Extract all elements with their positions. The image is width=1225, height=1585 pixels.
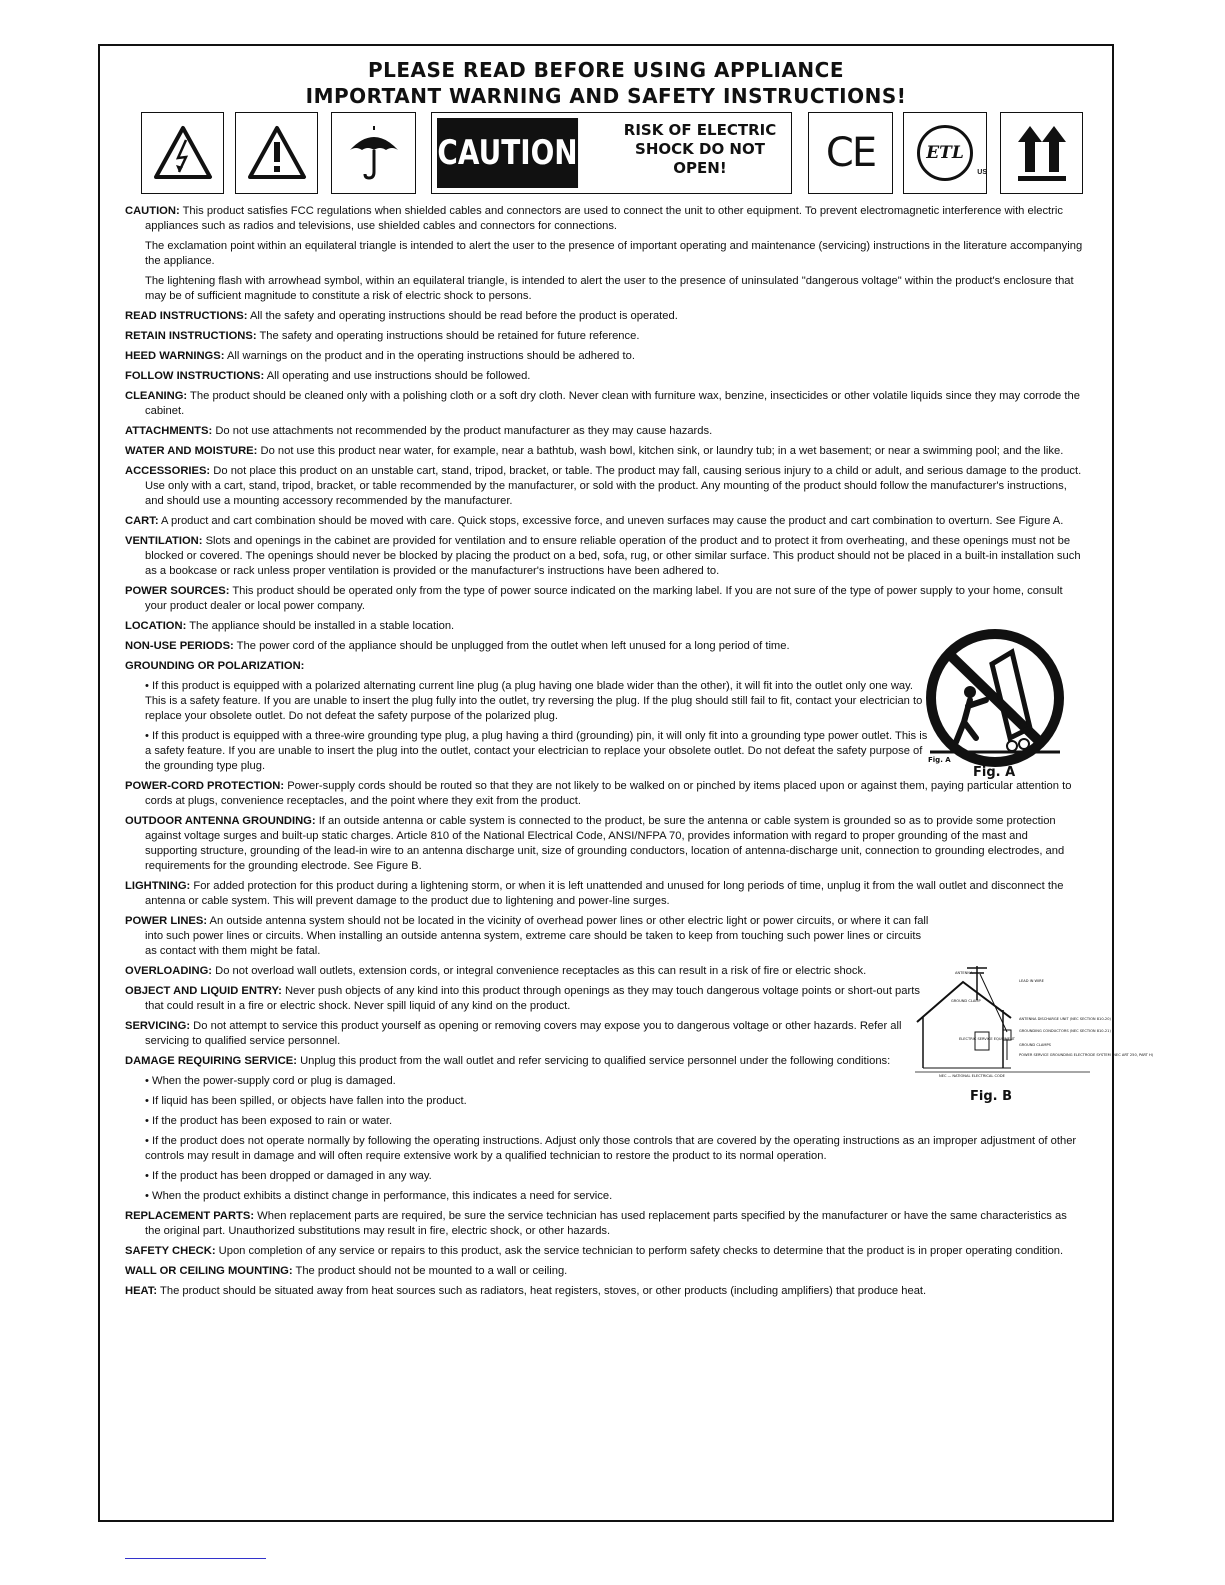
section-label: POWER-CORD PROTECTION: [125, 780, 285, 792]
section-follow-instructions [125, 369, 1083, 384]
antenna-grounding-diagram [915, 960, 1154, 1078]
this-way-up-icon [1000, 112, 1083, 194]
section-label: REPLACEMENT PARTS: [125, 1210, 255, 1222]
section-water-moisture [125, 444, 1083, 459]
fig-a-small-caption: Fig. A [928, 756, 951, 764]
fig-b-electric-equipment-label: ELECTRIC SERVICE EQUIPMENT [959, 1037, 1015, 1041]
risk-of-electric-shock-text [609, 113, 791, 193]
etl-text: ETL [926, 143, 964, 163]
section-label: POWER SOURCES: [125, 585, 230, 597]
section-heed-warnings [125, 349, 1083, 364]
section-lightning [125, 879, 1083, 909]
section-grounding [125, 659, 930, 674]
section-text: Do not place this product on an unstable cart, stand, tripod, bracket, or table. The product may fall, causing serious injury to a child or adult, and serious damage to the product. Use only with a cart, stand, tripod, bracket, or table recommended by the manufacturer, or sold with the product. Any mounting of the product should follow the manufacturer's instructions, and should use a mounting accessory recommended by the manufacturer. [145, 465, 1082, 507]
section-replacement-parts [125, 1209, 1083, 1239]
section-power-lines [125, 914, 930, 959]
lightening-explanation: The lightening flash with arrowhead symbol, within an equilateral triangle, is intended to alert the user to the presence of uninsulated "dangerous voltage" within the product's enclosure that may be of sufficient magnitude to constitute a risk of electric shock to persons. [145, 275, 1074, 302]
section-text: When replacement parts are required, be sure the service technician has used replacement parts specified by the manufacturer or have the same characteristics as the original part. Unauthorized substitutions may result in fire, electric shock, or other hazards. [145, 1210, 1067, 1237]
section-label: RETAIN INSTRUCTIONS: [125, 330, 257, 342]
fig-b-lead-in-label: LEAD IN WIRE [1019, 979, 1044, 983]
section-outdoor-antenna-grounding [125, 814, 1083, 874]
section-ventilation [125, 534, 1083, 579]
section-overloading [125, 964, 930, 979]
fig-a-caption: Fig. A [973, 765, 1016, 780]
section-text: The product should not be mounted to a wall or ceiling. [292, 1265, 568, 1277]
fig-b-power-service-label: POWER SERVICE GROUNDING ELECTRODE SYSTEM (NEC ART 250, PART H) [1019, 1053, 1154, 1057]
risk-line2: SHOCK DO NOT [635, 140, 765, 158]
damage-bullet-liquid: • If liquid has been spilled, or objects have fallen into the product. [145, 1095, 467, 1107]
section-text: An outside antenna system should not be located in the vicinity of overhead power lines or other electric light or power circuits, or where it can fall into such power lines or circuits. When installing an outside antenna system, extreme care should be taken to keep from touching such power lines or circuits as contact with them might be fatal. [145, 915, 929, 957]
section-text: The product should be cleaned only with a polishing cloth or a soft dry cloth. Never clean with furniture wax, benzine, insecticides or other volatile liquids since they may corrode the cabinet. [145, 390, 1080, 417]
damage-bullet-dropped: • If the product has been dropped or damaged in any way. [145, 1170, 432, 1182]
section-text: Never push objects of any kind into this product through openings as they may touch dangerous voltage points or short-out parts that could result in a fire or electric shock. Never spill liquid of any kind on the product. [145, 985, 920, 1012]
exclamation-explanation: The exclamation point within an equilateral triangle is intended to alert the user to the presence of important operating and maintenance (servicing) instructions in the literature accompanying the appliance. [145, 240, 1083, 267]
fig-b-ground-clamp-label: GROUND CLAMP [951, 999, 981, 1003]
fig-b-nec-label: NEC — NATIONAL ELECTRICAL CODE [939, 1074, 1005, 1078]
page-title-line1: PLEASE READ BEFORE USING APPLIANCE [367, 58, 844, 82]
section-label: OVERLOADING: [125, 965, 213, 977]
section-label: SAFETY CHECK: [125, 1245, 216, 1257]
ce-mark-text: CE [825, 130, 876, 176]
section-power-sources [125, 584, 1083, 614]
section-text: All warnings on the product and in the operating instructions should be adhered to. [224, 350, 635, 362]
section-text: Slots and openings in the cabinet are provided for ventilation and to ensure reliable operation of the product and to protect it from overheating, and these openings must not be blocked or covered. The openings should never be blocked by placing the product on a bed, sofa, rug, or other similar surface. This product should not be placed in a built-in installation such as a bookcase or rack unless proper ventilation is provided or the manufacturer's instructions have been adhered to. [145, 535, 1081, 577]
section-text: Do not use this product near water, for example, near a bathtub, wash bowl, kitchen sink, or laundry tub; in a wet basement; or near a swimming pool; and the like. [257, 445, 1064, 457]
section-label: OUTDOOR ANTENNA GROUNDING: [125, 815, 316, 827]
section-text: If an outside antenna or cable system is connected to the product, be sure the antenna or cable system is grounded so as to provide some protection against voltage surges and built-up static charges. Article 810 of the National Electrical Code, ANSI/NFPA 70, provides information with regard to proper grounding of the mast and supporting structure, grounding of the lead-in wire to an antenna discharge unit, size of grounding conductors, location of antenna-discharge unit, connection to grounding electrodes, and requirements for the grounding electrode. See Figure B. [145, 815, 1065, 872]
section-label: NON-USE PERIODS: [125, 640, 234, 652]
section-text: Do not use attachments not recommended by the product manufacturer as they may cause hazards. [212, 425, 713, 437]
page-title-line2: IMPORTANT WARNING AND SAFETY INSTRUCTIONS! [305, 84, 907, 108]
section-label: VENTILATION: [125, 535, 203, 547]
etl-us-text: US [977, 169, 987, 176]
section-label: ATTACHMENTS: [125, 425, 213, 437]
section-label: READ INSTRUCTIONS: [125, 310, 248, 322]
section-text: Upon completion of any service or repairs to this product, ask the service technician to perform safety checks to determine that the product is in proper operating condition. [215, 1245, 1064, 1257]
section-text: Do not attempt to service this product yourself as opening or removing covers may expose you to dangerous voltage or other hazards. Refer all servicing to qualified service personnel. [145, 1020, 902, 1047]
section-label: HEED WARNINGS: [125, 350, 225, 362]
section-text: Do not overload wall outlets, extension cords, or integral convenience receptacles as this can result in a risk of fire or electric shock. [212, 965, 867, 977]
section-text: Power-supply cords should be routed so that they are not likely to be walked on or pinched by items placed upon or against them, paying particular attention to cords at plugs, convenience receptacles, and the point where they exit from the product. [145, 780, 1072, 807]
section-wall-ceiling-mounting [125, 1264, 1083, 1279]
section-object-liquid-entry [125, 984, 930, 1014]
damage-bullet-rain: • If the product has been exposed to rain or water. [145, 1115, 393, 1127]
damage-bullet-performance: • When the product exhibits a distinct change in performance, this indicates a need for service. [145, 1190, 613, 1202]
section-label: LIGHTNING: [125, 880, 191, 892]
section-label: HEAT: [125, 1285, 158, 1297]
section-power-cord-protection [125, 779, 1083, 809]
grounding-bullet-three-wire: • If this product is equipped with a three-wire grounding type plug, a plug having a third (grounding) pin, it will only fit into a grounding type power outlet. This is a safety feature. If you are unable to insert the plug into the outlet, contact your electrician to replace your obsolete outlet. Do not defeat the safety purpose of the grounding type plug. [145, 730, 928, 772]
risk-line1: RISK OF ELECTRIC [623, 121, 777, 139]
section-label: DAMAGE REQUIRING SERVICE: [125, 1055, 297, 1067]
risk-line3: OPEN! [673, 159, 727, 177]
keep-dry-umbrella-icon [331, 112, 416, 194]
section-label: POWER LINES: [125, 915, 208, 927]
damage-bullet-abnormal-operation: • If the product does not operate normally by following the operating instructions. Adjust only those controls that are covered by the operating instructions as an improper adjustment of other controls may result in damage and will often require extensive work by a qualified technician to restore the product to its normal operation. [145, 1135, 1077, 1162]
section-text: All the safety and operating instructions should be read before the product is operated. [247, 310, 678, 322]
caution-banner [431, 112, 792, 194]
section-attachments [125, 424, 1083, 439]
section-cleaning [125, 389, 1083, 419]
fig-b-antenna-label: ANTENNA [955, 971, 973, 975]
etl-listed-icon [903, 112, 987, 194]
section-text: Unplug this product from the wall outlet and refer servicing to qualified service personnel under the following conditions: [296, 1055, 891, 1067]
fig-b-caption: Fig. B [970, 1089, 1013, 1104]
section-text: For added protection for this product during a lightening storm, or when it is left unattended and unused for long periods of time, unplug it from the wall outlet and disconnect the antenna or cable system. This will prevent damage to the product due to lightening and power-line surges. [145, 880, 1064, 907]
section-location [125, 619, 930, 634]
section-safety-check [125, 1244, 1083, 1259]
grounding-bullet-polarized: • If this product is equipped with a polarized alternating current line plug (a plug having one blade wider than the other), it will fit into the outlet only one way. This is a safety feature. If you are unable to insert the plug fully into the outlet, try reversing the plug. If the plug should still fail to fit, contact your electrician to replace your obsolete outlet. Do not defeat the safety purpose of the polarized plug. [145, 680, 923, 722]
section-text: A product and cart combination should be moved with care. Quick stops, excessive force, and uneven surfaces may cause the product and cart combination to overturn. See Figure A. [158, 515, 1064, 527]
lightning-triangle-icon [141, 112, 224, 194]
section-accessories [125, 464, 1083, 509]
section-label: GROUNDING OR POLARIZATION: [125, 660, 305, 672]
section-caution [125, 204, 1083, 234]
section-non-use-periods [125, 639, 930, 654]
section-text: The appliance should be installed in a stable location. [186, 620, 455, 632]
caution-label: CAUTION [437, 118, 578, 188]
section-label: CAUTION: [125, 205, 180, 217]
section-read-instructions [125, 309, 1083, 324]
section-label: FOLLOW INSTRUCTIONS: [125, 370, 265, 382]
ce-mark-icon [808, 112, 893, 194]
section-text: This product should be operated only from the type of power source indicated on the marking label. If you are not sure of the type of power supply to your home, consult your product dealer or local power company. [145, 585, 1063, 612]
section-text: This product satisfies FCC regulations when shielded cables and connectors are used to connect the unit to other equipment. To prevent electromagnetic interference with electric appliances such as radios and televisions, use shielded cables and connectors for connections. [145, 205, 1063, 232]
section-label: OBJECT AND LIQUID ENTRY: [125, 985, 282, 997]
section-label: SERVICING: [125, 1020, 191, 1032]
section-label: ACCESSORIES: [125, 465, 211, 477]
link-underline [125, 1558, 266, 1559]
section-label: LOCATION: [125, 620, 187, 632]
damage-bullet-cord: • When the power-supply cord or plug is damaged. [145, 1075, 396, 1087]
section-heat [125, 1284, 1083, 1299]
section-label: CLEANING: [125, 390, 188, 402]
section-text: The product should be situated away from heat sources such as radiators, heat registers, stoves, or other products (including amplifiers) that produce heat. [157, 1285, 927, 1297]
section-label: WALL OR CEILING MOUNTING: [125, 1265, 293, 1277]
fig-b-discharge-unit-label: ANTENNA DISCHARGE UNIT (NEC SECTION 810-20) [1019, 1017, 1111, 1021]
fig-b-ground-clamps-label: GROUND CLAMPS [1019, 1043, 1051, 1047]
exclamation-triangle-icon [235, 112, 318, 194]
section-text: The safety and operating instructions should be retained for future reference. [256, 330, 640, 342]
section-label: CART: [125, 515, 159, 527]
section-servicing [125, 1019, 930, 1049]
section-retain-instructions [125, 329, 1083, 344]
section-text: All operating and use instructions should be followed. [264, 370, 531, 382]
section-label: WATER AND MOISTURE: [125, 445, 258, 457]
fig-b-grounding-conductors-label: GROUNDING CONDUCTORS (NEC SECTION 810-21) [1019, 1029, 1111, 1033]
section-cart [125, 514, 1083, 529]
section-text: The power cord of the appliance should be unplugged from the outlet when left unused for a long period of time. [233, 640, 790, 652]
